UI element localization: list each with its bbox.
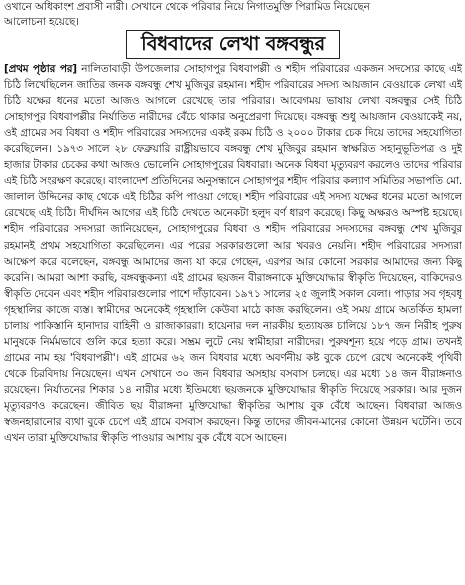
previous-article-tail bbox=[4, 0, 462, 30]
article-text: নালিতাবাড়ী উপজেলার সোহাগপুর বিধবাপল্লী ও শহীদ পরিবারের একজন সদস্যের কাছে এই চিঠি লিখেছিলেন জাতির জনক বঙ্গবন্ধু শেখ মুজিবুর রহমান। শহীদ পরিবারের সদস্য আয়জান বেওয়াকে লেখা এই চিঠি যক্ষের ধনের মতো আজও আগলে রেখেছে তার পরিবার। আবেগময় ভাষায় লেখা বঙ্গবন্ধুর সেই চিঠি সোহাগপুর বিধবাপল্লীর নির্যাতিত নারীদের বেঁচে থাকার অনুপ্রেরণা দিয়েছে। বঙ্গবন্ধু শুধু আয়জান বেওয়াকেই নয়, ওই গ্রামের সব বিধবা ও শহীদ পরিবারের সদস্যদের একই রকম চিঠি ও ২০০০ টাকার চেক দিয়ে তাদের সহযোগিতা করেছিলেন। ১৯৭৩ সালে ২৮ ফেব্রুয়ারি রাষ্ট্রীয়ভাবে বঙ্গবন্ধু শেখ মুজিবুর রহমান স্বাক্ষরিত সহানুভূতিপত্র ও দুই হাজার টাকার চেকের কথা আজও ভোলেনি সোহাগপুরের বিধবারা। অনেক বিধবা মৃত্যুবরণ করলেও তাদের পরিবার এই চিঠি সংরক্ষণ করেছে। বাংলাদেশ প্রতিদিনের অনুসন্ধানে সোহাগপুর শহীদ পরিবার কল্যাণ সমিতির সভাপতি মো. জালাল উদ্দিনের কাছ থেকে এই চিঠির কপি পাওয়া গেছে। শহীদ পরিবারের এই সদস্য যক্ষের ধনের মতো আগলে রেখেছে এই চিঠি। দীর্ঘদিন আগের এই চিঠি দেখতে অনেকটা হলুদ বর্ণ ধারণ করেছে। কিছু অক্ষরও অস্পষ্ট হয়েছে। শহীদ পরিবারের সদস্যরা জানিয়েছেন, সোহাগপুরের বিধবা ও শহীদ পরিবারের সদস্যদের বঙ্গবন্ধু শেখ মুজিবুর রহমানই প্রথম সহযোগিতা করেছিলেন। এর পরের সরকারগুলো আর খবরও নেয়নি। শহীদ পরিবারের সদস্যরা আক্ষেপ করে বলেছেন, বঙ্গবন্ধু আমাদের জন্য যা করে গেছেন, এরপর আর কোনো সরকার আমাদের জন্য কিছু করেনি। আমরা আশা করছি, বঙ্গবন্ধুকন্যা এই গ্রামের ছয়জন বীরাঙ্গনাকে মুক্তিযোদ্ধার স্বীকৃতি দিয়েছেন, বাকিদেরও স্বীকৃতি দেবেন এবং শহীদ পরিবারগুলোর পাশে দাঁড়াবেন। ১৯৭১ সালের ২৫ জুলাই সকাল বেলা। পাড়ার সব গৃহবধূ গৃহস্থালির কাজে ব্যস্ত। স্বামীদের অনেকেই গৃহস্থালি কেউবা মাঠে কাজ করছিলেন। ওই সময় গ্রামে অতর্কিত হামলা চালায় পাকিস্তানি হানাদার বাহিনী ও রাজাকাররা। হায়েনার দল নারকীয় হত্যাযজ্ঞ চালিয়ে ১৮৭ জন নিরীহ পুরুষ মানুষকে নির্মমভাবে গুলি করে হত্যা করে। সম্ভ্রম লুটে নেয় স্বামীহারা নারীদের। পুরুষশূন্য হয়ে পড়ে গ্রাম। তখনই গ্রামের নাম হয় 'বিধবাপল্লী'। এই গ্রামের ৬২ জন বিধবার মধ্যে অবর্ণনীয় কষ্ট বুকে চেপে রেখে অনেকেই পৃথিবী থেকে চিরবিদায় নিয়েছেন। এখন সেখানে ৩০ জন বিধবার অসহায় বসবাস চলছে। এর মধ্যে ১৪ জন বীরাঙ্গনাও রয়েছেন। নির্যাতনের শিকার ১৪ নারীর মধ্যে ইতিমধ্যে ছয়জনকে মুক্তিযোদ্ধার স্বীকৃতি দিয়েছে সরকার। আর দুজন মৃত্যুবরণও করেছেন। জীবিত ছয় বীরাঙ্গনা মুক্তিযোদ্ধা স্বীকৃতির আশায় বুক বেঁধে আছেন। বিধবারা আজও স্বজনহারানোর ব্যথা বুকে চেপে এই গ্রামে বসবাস করছেন। কিন্তু তাদের জীবন-মানের কোনো উন্নয়ন ঘটেনি। তবে এখন তারা মুক্তিযোদ্ধার স্বীকৃতি পাওয়ার আশায় বুক বেঁধে বসে আছেন। bbox=[4, 63, 462, 445]
previous-article-line-2: আলোচনা হয়েছে। bbox=[4, 16, 79, 28]
article-headline: বিধবাদের লেখা বঙ্গবন্ধুর bbox=[126, 30, 340, 59]
previous-article-line-1: ওখানে অধিকাংশ প্রবাসী নারী। সেখানে থেকে পরিবার নিয়ে নিগাতমুক্তি পিরামিড নিয়েছেন bbox=[4, 1, 370, 13]
article-body bbox=[4, 61, 462, 585]
continuation-lead: [প্রথম পৃষ্ঠার পর] bbox=[4, 63, 77, 75]
headline-container bbox=[4, 30, 462, 59]
